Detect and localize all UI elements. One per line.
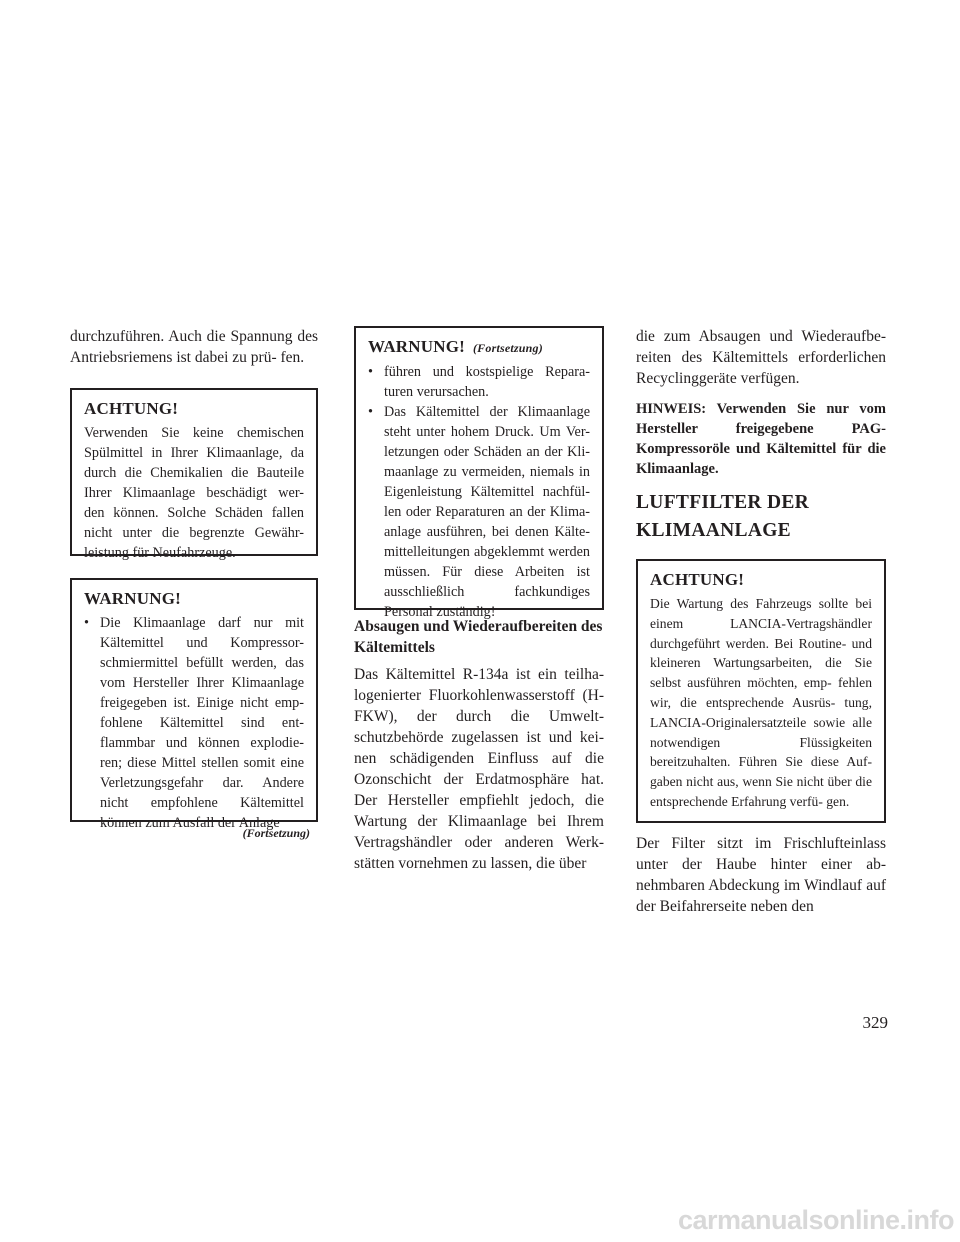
achtung-title: ACHTUNG! bbox=[650, 570, 745, 589]
column-right bbox=[636, 326, 886, 917]
section-title bbox=[636, 489, 886, 545]
warnung-box bbox=[70, 578, 318, 831]
achtung-box bbox=[70, 388, 318, 561]
page-number: 329 bbox=[862, 1013, 888, 1032]
warnung-bullet: • Die Klimaanlage darf nur mit Kältemittel und Kompressor- schmiermittel befüllt werden, das vom Hersteller Ihrer Klimaanlage freigegeben ist. Einige nicht emp- fohlene Kältemittel sind ent- flammbar und können explodie- ren; diese Mittel stellen somit eine Verletzungsgefahr dar. Andere nicht empfohlene Kältemittel können zum Ausfall der Anlage bbox=[84, 613, 304, 833]
warnung-title bbox=[368, 336, 590, 359]
refrigerant-paragraph: Das Kältemittel R-134a ist ein teilha- logenierter Fluorkohlenwasserstoff (H-FKW), der durch die Umwelt- schutzbehörde zugelassen ist und kei- nen schädigenden Einfluss auf die Ozonschicht der Erdatmosphäre hat. Der Hersteller empfiehlt jedoch, die Wartung der Klimaanlage bei Ihrem Vertragshändler oder anderen Werk- stätten vornehmen zu lassen, die über bbox=[354, 666, 604, 872]
watermark-text: carmanualsonline.info bbox=[677, 1205, 954, 1235]
warnung-list bbox=[84, 613, 304, 833]
intro-paragraph: die zum Absaugen und Wiederaufbe- reiten des Kältemittels erforderlichen Recyclinggeräte verfügen. bbox=[636, 328, 886, 387]
achtung-text: Verwenden Sie keine chemischen Spülmittel in Ihrer Klimaanlage, da durch die Chemikalien die Bauteile Ihrer Klimaanlage beschädigt wer- den können. Solche Schäden fallen nicht unter die begrenzte Gewähr- leistung für Neufahrzeuge. bbox=[84, 425, 304, 561]
achtung-box bbox=[636, 559, 886, 823]
warnung-continued-box bbox=[354, 326, 604, 620]
filter-paragraph: Der Filter sitzt im Frischlufteinlass unter der Haube hinter einer ab- nehmbaren Abdeckung im Windlauf auf der Beifahrerseite neben den bbox=[636, 835, 886, 915]
hinweis-note: HINWEIS: Verwenden Sie nur vom Hersteller freigegebene PAG- Kompressoröle und Kältemittel für die Klimaanlage. bbox=[636, 401, 886, 477]
intro-paragraph: durchzuführen. Auch die Spannung des Antriebsriemens ist dabei zu prü- fen. bbox=[70, 328, 318, 366]
section-title-line: LUFTFILTER DER bbox=[636, 492, 810, 513]
warnung-bullet: • Das Kältemittel der Klimaanlage steht unter hohem Druck. Um Ver- letzungen oder Schäden an der Kli- maanlage zu vermeiden, niemals in Eigenleistung Kältemittel nachfül- len oder Reparaturen an der Klima- anlage ausführen, bei denen Kälte- mittelleitungen abgeklemmt werden müssen. Für diese Arbeiten ist ausschließlich fachkundiges Personal zuständig! bbox=[368, 402, 590, 622]
warnung-continued-text: • führen und kostspielige Repara- turen verursachen. bbox=[368, 362, 590, 402]
subheading: Absaugen und Wiederaufbereiten des Kältemittels bbox=[354, 618, 603, 656]
column-middle bbox=[354, 326, 604, 874]
achtung-title: ACHTUNG! bbox=[84, 399, 179, 418]
warnung-title: WARNUNG! bbox=[84, 589, 181, 608]
achtung-text: Die Wartung des Fahrzeugs sollte bei einem LANCIA-Vertragshändler durchgeführt werden. Bei Routine- und kleineren Wartungsarbeiten, die Sie selbst ausführen möchten, emp- fehlen wir, die entsprechende Ausrüs- tung, LANCIA-Originalersatzteile sowie alle notwendigen Flüssigkeiten bereitzuhalten. Führen Sie diese Auf- gaben nicht aus, wenn Sie nicht über die entsprechende Erfahrung verfü- gen. bbox=[650, 596, 872, 809]
warnung-title-text: WARNUNG! bbox=[368, 337, 465, 356]
continued-label: (Fortsetzung) bbox=[472, 341, 543, 355]
continued-label: (Fortsetzung) bbox=[242, 826, 310, 840]
warnung-list bbox=[368, 362, 590, 622]
column-left bbox=[70, 326, 318, 841]
section-title-line: KLIMAANLAGE bbox=[636, 520, 791, 541]
